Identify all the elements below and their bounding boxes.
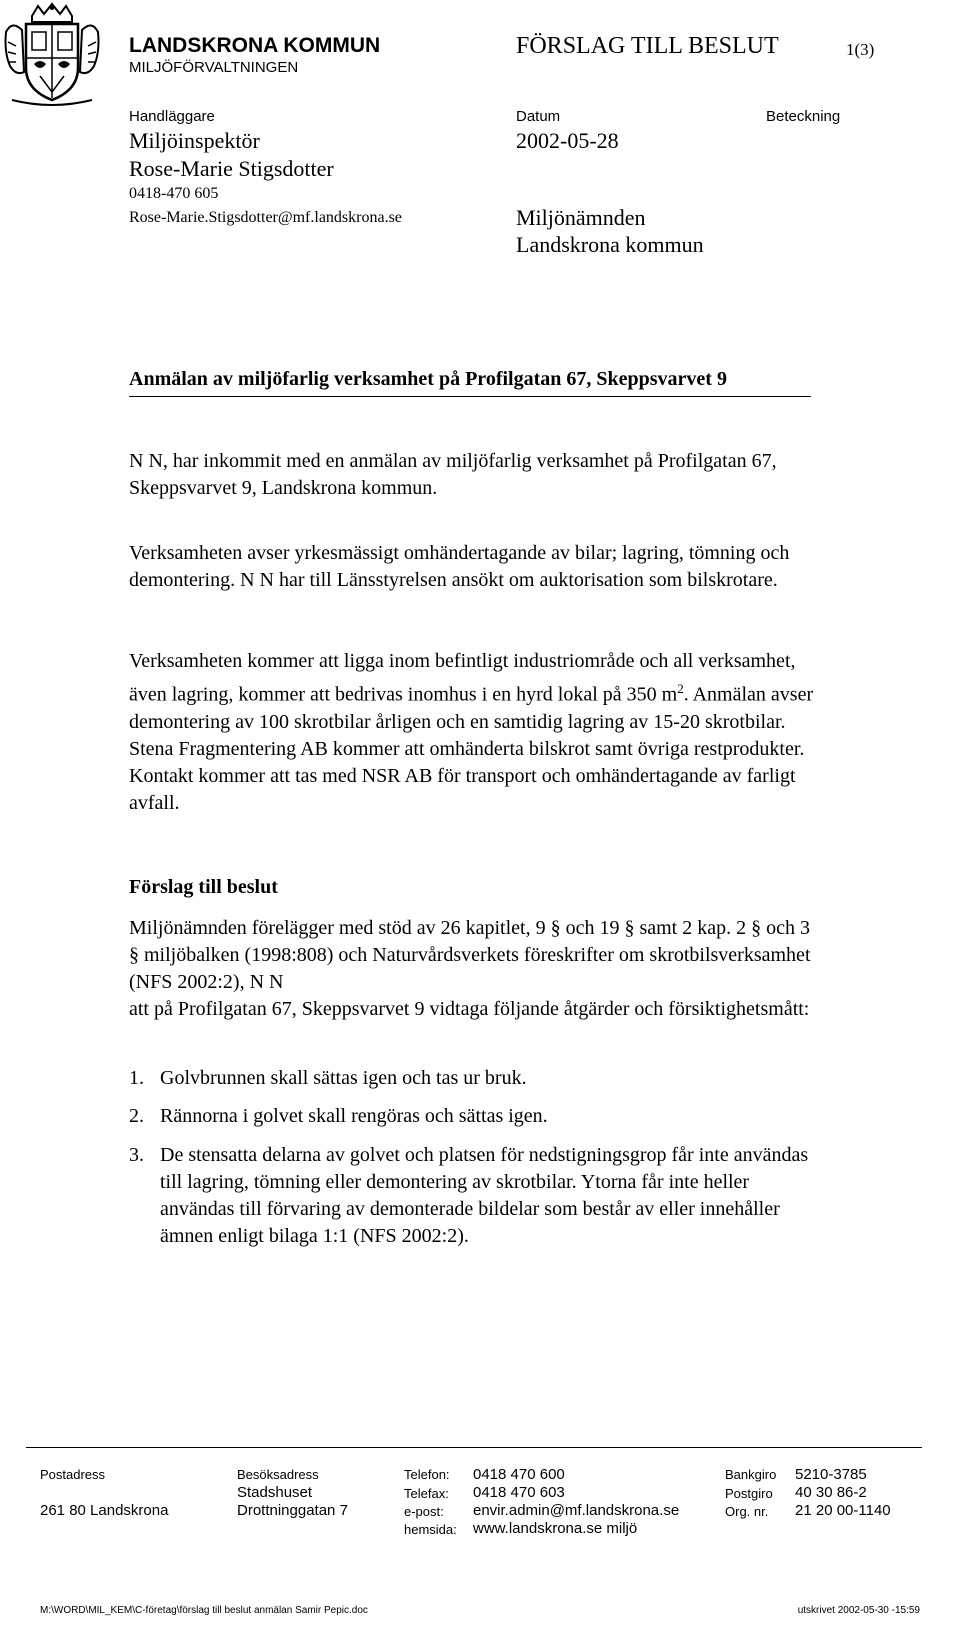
printed-timestamp: utskrivet 2002-05-30 -15:59	[797, 1605, 920, 1616]
handlaggare-email: Rose-Marie.Stigsdotter@mf.landskrona.se	[129, 209, 402, 226]
page-number: 1(3)	[846, 40, 875, 59]
postgiro-value: 40 30 86-2	[795, 1484, 867, 1501]
footer-divider	[26, 1447, 922, 1448]
telefon-label: Telefon:	[404, 1467, 450, 1482]
document-date: 2002-05-28	[516, 128, 619, 153]
organization-name: LANDSKRONA KOMMUN	[129, 34, 381, 57]
list-item	[129, 1065, 829, 1092]
section-mark: §	[550, 917, 561, 939]
section-mark: §	[751, 917, 762, 939]
paragraph-4-part-a: Miljönämnden förelägger med stöd av 26 kapitlet, 9	[129, 917, 546, 939]
orgnr-value: 21 20 00-1140	[795, 1502, 891, 1519]
besoksadress-line-1: Stadshuset	[237, 1484, 313, 1501]
hemsida-label: hemsida:	[404, 1522, 457, 1537]
section-heading: Förslag till beslut	[129, 876, 278, 898]
file-path: M:\WORD\MIL_KEM\C-företag\förslag till beslut anmälan Samir Pepic.doc	[40, 1605, 368, 1616]
paragraph-4-part-e: miljöbalken (1998:808) och Naturvårdsverkets föreskrifter om skrotbilsverksamhet (NFS 2002:2), N N	[129, 944, 811, 993]
datum-label: Datum	[516, 108, 561, 125]
telefon-value: 0418 470 600	[473, 1466, 565, 1483]
bankgiro-value: 5210-3785	[795, 1466, 867, 1483]
postadress-value: 261 80 Landskrona	[40, 1502, 169, 1519]
orgnr-label: Org. nr.	[725, 1504, 769, 1519]
list-item-text: Rännorna i golvet skall rengöras och sättas igen.	[160, 1105, 548, 1127]
section-mark: §	[624, 917, 635, 939]
recipient-line-1: Miljönämnden	[516, 205, 646, 230]
paragraph-3-part-b: . Anmälan avser demontering av 100 skrotbilar årligen och en samtidig lagring av 15-20 skrotbilar. Stena Fragmentering AB kommer att omhänderta bilskrot samt övriga restprodukter. Kontakt kommer att tas med NSR AB för transport och omhändertagande av farligt avfall.	[129, 683, 814, 814]
beteckning-label: Beteckning	[766, 108, 841, 125]
postgiro-label: Postgiro	[725, 1486, 773, 1501]
paragraph-1: N N, har inkommit med en anmälan av miljöfarlig verksamhet på Profilgatan 67, Skeppsvarvet 9, Landskrona kommun.	[129, 450, 777, 499]
besoksadress-label: Besöksadress	[237, 1467, 319, 1482]
paragraph-4	[129, 915, 819, 1023]
hemsida-value[interactable]: www.landskrona.se miljö	[473, 1520, 638, 1537]
handlaggare-phone: 0418-470 605	[129, 185, 219, 202]
handlaggare-title: Miljöinspektör	[129, 128, 260, 153]
recipient-line-2: Landskrona kommun	[516, 232, 704, 257]
paragraph-4-part-b: och 19	[565, 917, 620, 939]
postadress-label: Postadress	[40, 1467, 106, 1482]
section-mark: §	[129, 944, 139, 966]
handlaggare-label: Handläggare	[129, 108, 215, 125]
landskrona-coat-of-arms-icon	[2, 2, 102, 108]
paragraph-4-part-f: att på Profilgatan 67, Skeppsvarvet 9 vidtaga följande åtgärder och försiktighetsmått:	[129, 998, 810, 1020]
paragraph-2: Verksamheten avser yrkesmässigt omhändertagande av bilar; lagring, tömning och demontering. N N har till Länsstyrelsen ansökt om auktorisation som bilskrotare.	[129, 542, 790, 591]
list-item-number: 1.	[129, 1067, 144, 1089]
list-item	[129, 1103, 829, 1130]
list-item	[129, 1142, 829, 1282]
superscript-2: 2	[677, 681, 684, 696]
paragraph-3-part-a: Verksamheten kommer att ligga inom befintligt industriområde och all verksamhet, även lagring, kommer att bedrivas inomhus i en hyrd lokal på 350 m	[129, 650, 796, 706]
paragraph-4-part-d: och 3	[766, 917, 810, 939]
bankgiro-label: Bankgiro	[725, 1467, 777, 1482]
telefax-label: Telefax:	[404, 1486, 449, 1501]
list-item-number: 2.	[129, 1105, 144, 1127]
department-name: MILJÖFÖRVALTNINGEN	[129, 59, 299, 76]
list-item-number: 3.	[129, 1144, 144, 1166]
document-type: FÖRSLAG TILL BESLUT	[516, 33, 779, 59]
epost-label: e-post:	[404, 1504, 444, 1519]
telefax-value: 0418 470 603	[473, 1484, 565, 1501]
handlaggare-name: Rose-Marie Stigsdotter	[129, 156, 334, 181]
list-item-text: Golvbrunnen skall sättas igen och tas ur bruk.	[160, 1067, 527, 1089]
list-item-text: De stensatta delarna av golvet och platsen för nedstigningsgrop får inte användas till lagring, tömning eller demontering av skrotbilar. Ytorna får inte heller användas till förvaring av demonterade bildelar som består av eller innehåller ämnen enligt bilaga 1:1 (NFS 2002:2).	[160, 1144, 809, 1247]
paragraph-3	[129, 648, 829, 817]
epost-value[interactable]: envir.admin@mf.landskrona.se	[473, 1502, 680, 1519]
paragraph-4-part-c: samt 2 kap. 2	[639, 917, 747, 939]
document-subject: Anmälan av miljöfarlig verksamhet på Profilgatan 67, Skeppsvarvet 9	[129, 366, 811, 397]
besoksadress-line-2: Drottninggatan 7	[237, 1502, 348, 1519]
